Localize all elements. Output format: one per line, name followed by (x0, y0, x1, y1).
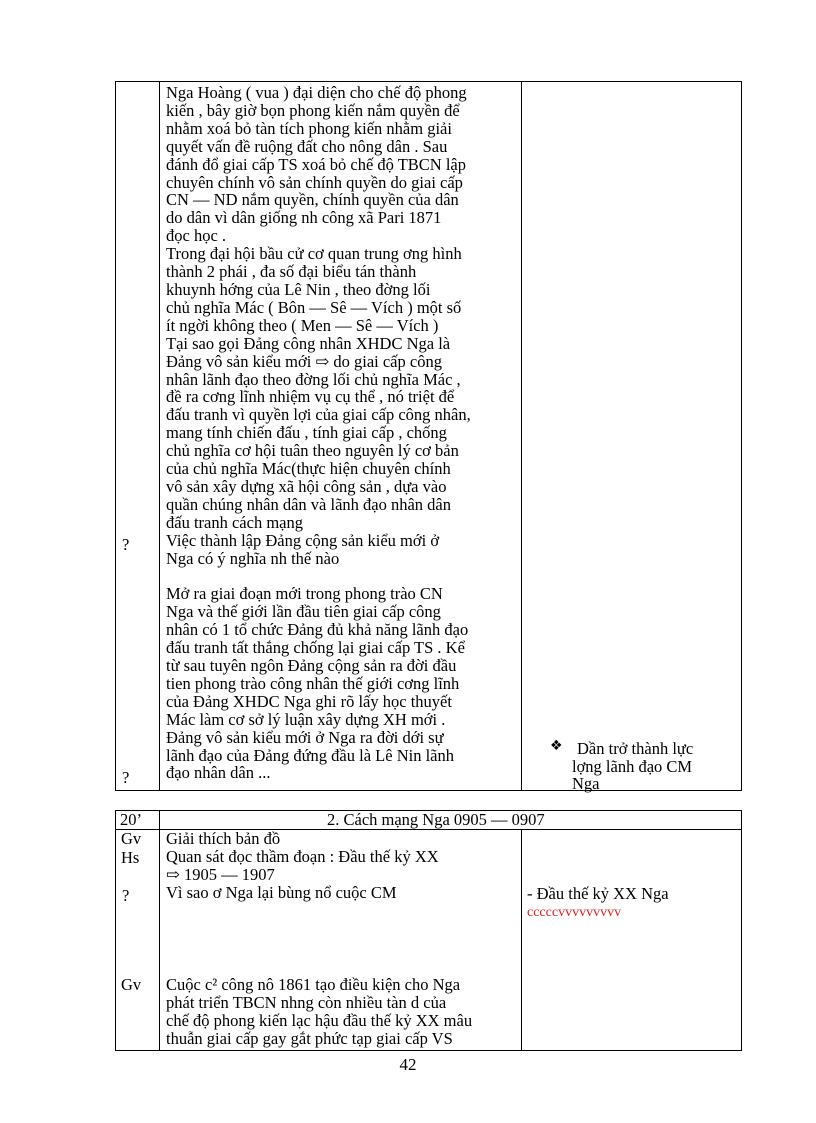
text-line: đọc học . (166, 226, 227, 246)
page-number: 42 (399, 1055, 417, 1074)
text-line: quần chúng nhân dân và lãnh đạo nhân dân (166, 494, 451, 514)
text-line: nhằm xoá bỏ tàn tích phong kiến nhằm giải (166, 118, 452, 138)
text-line: phát triển TBCN nhng còn nhiều tàn d của (166, 992, 447, 1012)
text-line: thuẫn giai cấp gay gắt phức tạp giai cấp VS (166, 1028, 453, 1048)
right-note-line-3: Nga (572, 774, 600, 793)
time-cell: 20’ (120, 810, 142, 829)
text-line: chủ nghĩa cơ hội tuân theo nguyên lý cơ bản (166, 441, 459, 461)
text-line: Quan sát đọc thầm đoạn : Đầu thế kỷ XX (166, 846, 439, 866)
text-line: của Đảng XHDC Nga ghi rõ lấy học thuyết (166, 691, 452, 711)
text-line: Nga Hoàng ( vua ) đại diện cho chế độ phong (166, 83, 467, 102)
text-line: quyết vấn đề ruộng đất cho nông dân . Sau (166, 136, 448, 156)
text-line: từ sau tuyên ngôn Đảng cộng sản ra đời đầu (166, 656, 457, 675)
text-line: nhân có 1 tổ chức Đảng đủ khả năng lãnh đạo (166, 620, 469, 640)
text-line: đấu tranh vì quyền lợi của giai cấp công nhân, (166, 405, 471, 425)
text-line: lãnh đạo của Đảng đứng đầu là Lê Nin lãnh (166, 745, 454, 765)
text-line: kiến , bây giờ bọn phong kiến nắm quyền để (166, 100, 460, 120)
text-line: nhân lãnh đạo theo đờng lối chủ nghĩa Mác , (166, 369, 461, 389)
table-1-content (166, 84, 471, 782)
text-line: ⇨ 1905 — 1907 (166, 864, 275, 884)
text-line: Giải thích bản đồ (166, 829, 281, 848)
section-heading: 2. Cách mạng Nga 0905 — 0907 (327, 810, 545, 829)
text-line: CN — ND nắm quyền, chính quyền của dân (166, 190, 459, 210)
text-line: Đảng vô sản kiểu mới ⇨ do giai cấp công (166, 351, 442, 371)
text-line: Mác làm cơ sở lý luận xây dựng XH mới . (166, 709, 446, 729)
text-line: đánh đổ giai cấp TS xoá bỏ chế độ TBCN lập (166, 154, 467, 174)
role-mark-gv-1: Gv (121, 829, 142, 848)
question-mark-1: ? (122, 535, 130, 554)
question-mark-3: ? (122, 886, 130, 905)
text-line: chế độ phong kiến lạc hậu đầu thế kỷ XX mâu (166, 1010, 473, 1030)
text-line: Nga có ý nghĩa nh thế nào (166, 548, 340, 568)
text-line: đề ra cơng lĩnh nhiệm vụ cụ thể , nó triệt để (166, 387, 455, 407)
question-mark-2: ? (122, 768, 130, 787)
text-line: chủ nghĩa Mác ( Bôn — Sê — Vích ) một số (166, 297, 462, 317)
role-mark-hs: Hs (121, 848, 140, 867)
text-line: của chủ nghĩa Mác(thực hiện chuyên chính (166, 459, 451, 479)
text-line: Cuộc c² công nô 1861 tạo điều kiện cho Nga (166, 975, 461, 994)
text-line: chuyên chính vô sản chính quyền do giai cấp (166, 172, 463, 192)
text-line: ít ngời không theo ( Men — Sê — Vích ) (166, 315, 439, 335)
text-line: mang tính chiến đấu , tính giai cấp , chống (166, 423, 447, 443)
text-line: đấu tranh cách mạng (166, 512, 303, 532)
text-line: đạo nhân dân ... (166, 763, 271, 783)
text-line: vô sản xây dựng xã hội công sản , dựa vào (166, 476, 447, 496)
right-note-line-2: lợng lãnh đạo CM (572, 757, 693, 776)
text-line: khuynh hớng của Lê Nin , theo đờng lối (166, 279, 431, 299)
text-line (166, 567, 471, 585)
table-2-content-top (166, 830, 439, 902)
text-line: Vì sao ơ Nga lại bùng nổ cuộc CM (166, 882, 397, 902)
text-line: Mở ra giai đoạn mới trong phong trào CN (166, 584, 443, 604)
text-line: Đảng vô sản kiểu mới ở Nga ra đời dới sự (166, 727, 444, 747)
right-note-answer: - Đầu thế kỷ XX Nga (527, 884, 669, 903)
right-note-line-1: Dần trở thành lực (577, 739, 694, 758)
text-line: đấu tranh tất thắng chống lại giai cấp TS . Kể (166, 638, 465, 658)
text-line: Trong đại hội bầu cử cơ quan trung ơng hình (166, 244, 462, 264)
text-line: tien phong trào công nhân thế giới cơng lĩnh (166, 673, 460, 693)
text-line: thành 2 phái , đa số đại biểu tán thành (166, 262, 417, 282)
table-2-content-bottom (166, 976, 472, 1048)
text-line: do dân vì dân giống nh công xã Pari 1871 (166, 208, 442, 228)
text-line: Tại sao gọi Đảng công nhân XHDC Nga là (166, 333, 451, 353)
text-line: Việc thành lập Đảng cộng sản kiểu mới ở (166, 530, 440, 550)
text-line: Nga và thế giới lần đầu tiên giai cấp công (166, 602, 441, 622)
role-mark-gv-2: Gv (121, 975, 142, 994)
red-placeholder-text: cccccvvvvvvvvv (527, 905, 622, 920)
bullet-diamond-icon: ❖ (550, 738, 563, 754)
